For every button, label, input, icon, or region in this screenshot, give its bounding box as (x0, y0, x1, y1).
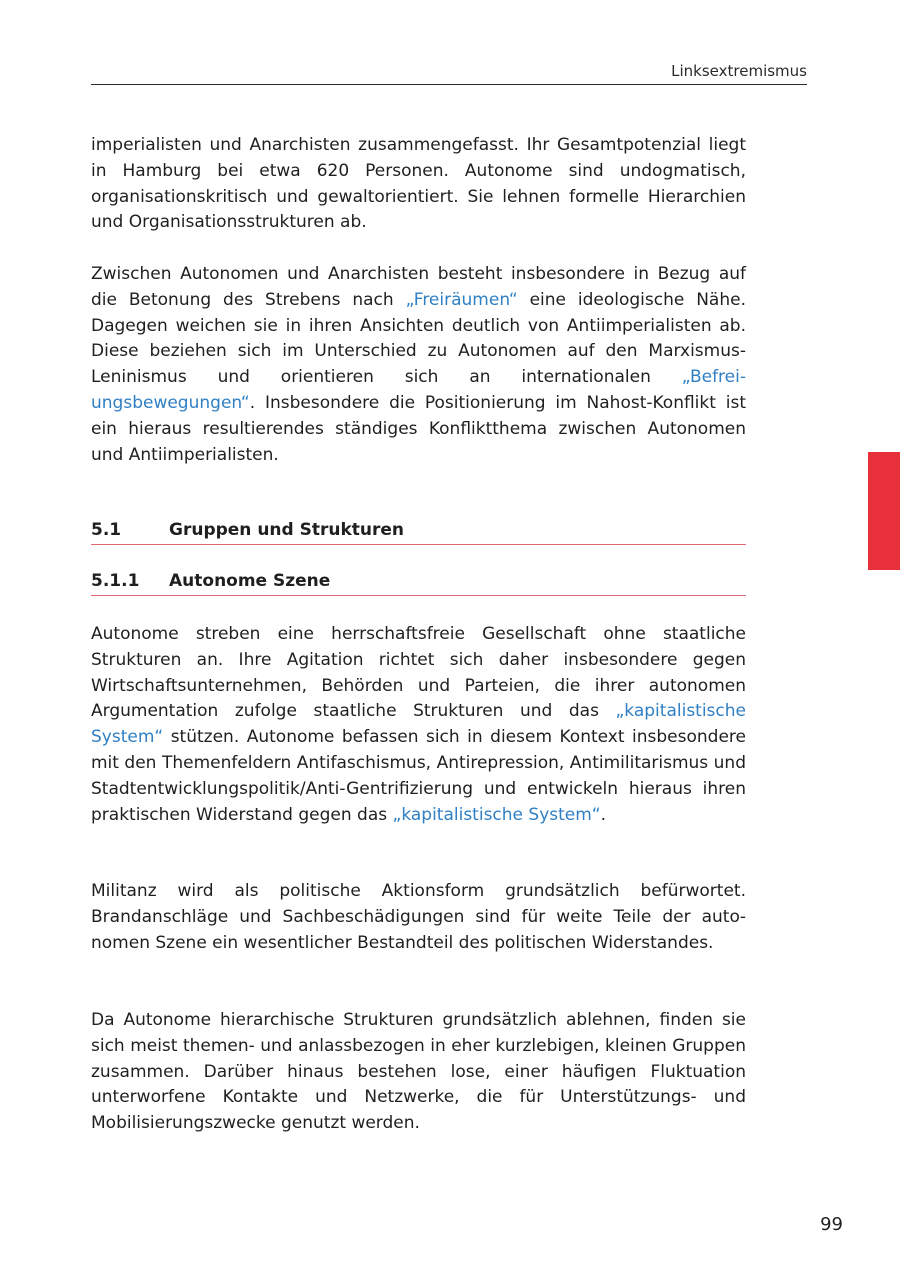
running-header (91, 60, 807, 85)
paragraph-4: Militanz wird als politische Aktionsform grundsätzlich befürwortet. Brandanschläge und Sachbeschädigungen sind für weite Teile der autonomen Szene ein wesentlicher Bestandteil des politischen Widerstandes. (91, 881, 746, 953)
paragraph-3 (91, 622, 746, 828)
paragraph-1: imperialisten und Anarchisten zusammengefasst. Ihr Gesamtpotenzial liegt in Hamburg bei etwa 620 Personen. Autonome sind undogmatisch, organisationskritisch und gewaltorientiert. Sie lehnen formelle Hierarchien und Organisationsstrukturen ab. (91, 135, 746, 233)
section-heading-5-1-1 (91, 571, 746, 596)
paragraph-2-text-c: . Insbesondere die Positionierung im Nahost-Konflikt ist ein hieraus resultierendes ständiges Konfliktthema zwischen Autonomen und Antiimperialisten. (91, 392, 746, 465)
section-heading-5-1 (91, 520, 746, 545)
subsection-title: Autonome Szene (169, 571, 331, 591)
paragraph-3-text-a: Autonome streben eine herrschaftsfreie Gesellschaft ohne staatliche Strukturen an. Ihre Agitation richtet sich daher insbesondere gegen Wirtschaftsunternehmen, Behörden und Parteien, die ihrer autonomen Argumentation zufolge staatliche Strukturen und das (91, 624, 746, 722)
paragraph-2-text-b: eine ideologische Nähe. Dagegen weichen sie in ihren Ansichten deutlich von Antiimperialisten ab. Diese beziehen sich im Unterschied zu Autonomen auf den Marxismus-Leninismus und orientieren sich an internationalen (91, 289, 746, 388)
link-kapitalistische-system-2[interactable]: „kapitalistische System“ (392, 804, 601, 825)
section-title: Gruppen und Strukturen (169, 520, 405, 540)
link-kapitalistische-system-1[interactable]: „kapitalistische System“ (91, 701, 746, 748)
link-freiraeume[interactable]: „Freiräumen“ (405, 289, 518, 310)
paragraph-2-text-a: Zwischen Autonomen und Anarchisten besteht insbesondere in Bezug auf die Betonung des Strebens nach (91, 264, 746, 310)
paragraph-3-text-c: . (600, 804, 607, 825)
subsection-number: 5.1.1 (91, 571, 140, 591)
page-number: 99 (820, 1214, 843, 1235)
section-number: 5.1 (91, 520, 122, 540)
paragraph-3-text-b: stützen. Autonome befassen sich in diesem Kontext insbesondere mit den Themenfeldern Antifaschismus, Antirepression, Antimilitarismus und Stadtentwicklungspolitik/Anti-Gentrifizierung und entwickeln hieraus ihren praktischen Widerstand gegen das (91, 727, 746, 825)
chapter-marker-tab (868, 452, 900, 570)
link-befreiungsbewegungen[interactable]: „Befreiungsbewegungen“ (91, 367, 746, 413)
paragraph-2 (91, 262, 746, 468)
running-title: Linksextremismus (671, 62, 807, 80)
paragraph-5: Da Autonome hierarchische Strukturen grundsätzlich ablehnen, finden sie sich meist themen- und anlassbezogen in eher kurzlebigen, kleinen Gruppen zusammen. Darüber hinaus bestehen lose, einer häufigen Fluktuation unterworfene Kontakte und Netzwerke, die für Unterstützungs- und Mobilisierungszwecke genutzt werden. (91, 1010, 746, 1134)
